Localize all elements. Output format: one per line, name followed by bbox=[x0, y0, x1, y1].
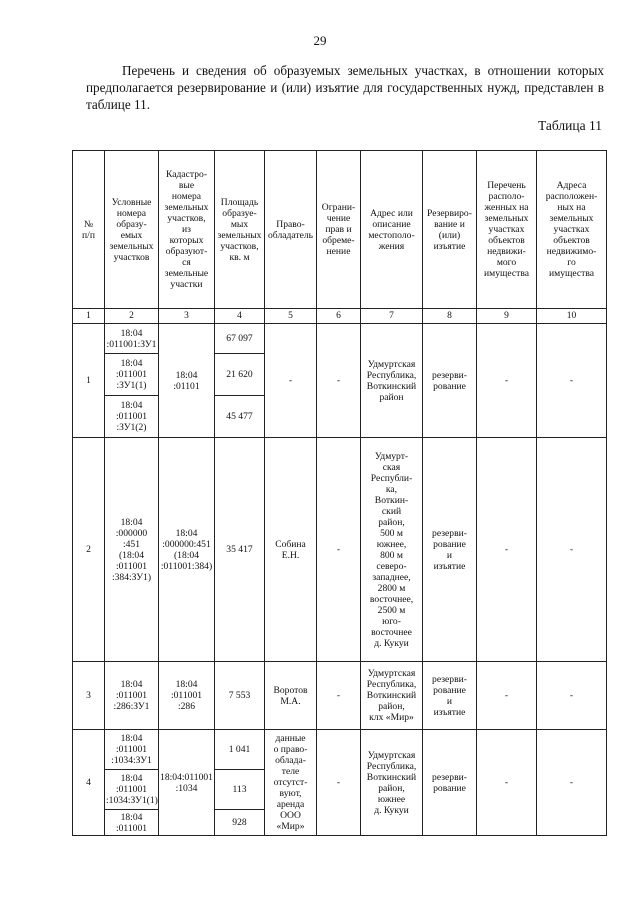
plot-code: 18:04 :011001 :ЗУ1(1) bbox=[105, 354, 159, 396]
plot-area: 7 553 bbox=[215, 662, 265, 730]
plot-area: 21 620 bbox=[215, 354, 265, 396]
cadastral-number: 18:04 :000000:451 (18:04 :011001:384) bbox=[159, 438, 215, 662]
address: Удмуртская Республика, Воткинский район bbox=[361, 324, 423, 438]
restriction: - bbox=[317, 730, 361, 836]
header-cell-code: Условные номера образу- емых земельных участков bbox=[105, 151, 159, 309]
table-row bbox=[73, 730, 607, 770]
column-number: 9 bbox=[477, 309, 537, 324]
plot-code: 18:04 :011001 :1034:ЗУ1 bbox=[105, 730, 159, 770]
header-cell-objects-address: Адреса расположен- ных на земельных участках объектов недвижимо- го имущества bbox=[537, 151, 607, 309]
plot-code: 18:04 :011001 :286:ЗУ1 bbox=[105, 662, 159, 730]
restriction: - bbox=[317, 438, 361, 662]
table-caption: Таблица 11 bbox=[538, 118, 602, 133]
column-number: 1 bbox=[73, 309, 105, 324]
column-number-row bbox=[73, 309, 607, 324]
plot-area: 1 041 bbox=[215, 730, 265, 770]
column-number: 7 bbox=[361, 309, 423, 324]
objects-address: - bbox=[537, 662, 607, 730]
owner: - bbox=[265, 324, 317, 438]
address: Удмурт- ская Республи- ка, Воткин- ский район, 500 м южнее, 800 м северо- западнее, 2800 м восточнее, 2500 м юго- восточнее д. Кукуи bbox=[361, 438, 423, 662]
row-number: 2 bbox=[73, 438, 105, 662]
restriction: - bbox=[317, 662, 361, 730]
plot-area: 45 477 bbox=[215, 396, 265, 438]
table-row bbox=[73, 438, 607, 662]
column-number: 5 bbox=[265, 309, 317, 324]
header-cell-cadastral: Кадастро- вые номера земельных участков, из которых образуют- ся земельные участки bbox=[159, 151, 215, 309]
objects-address: - bbox=[537, 730, 607, 836]
column-number: 2 bbox=[105, 309, 159, 324]
plot-area: 928 bbox=[215, 810, 265, 836]
plot-area: 113 bbox=[215, 770, 265, 810]
row-number: 4 bbox=[73, 730, 105, 836]
plot-area: 67 097 bbox=[215, 324, 265, 354]
plot-area: 35 417 bbox=[215, 438, 265, 662]
row-number: 3 bbox=[73, 662, 105, 730]
address: Удмуртская Республика, Воткинский район, южнее д. Кукуи bbox=[361, 730, 423, 836]
header-row bbox=[73, 151, 607, 309]
row-number: 1 bbox=[73, 324, 105, 438]
table-row bbox=[73, 662, 607, 730]
owner: данные о право- облада- теле отсутст- вуют, аренда ООО «Мир» bbox=[265, 730, 317, 836]
column-number: 3 bbox=[159, 309, 215, 324]
reservation: резерви- рование bbox=[423, 730, 477, 836]
reservation: резерви- рование bbox=[423, 324, 477, 438]
owner: Собина Е.Н. bbox=[265, 438, 317, 662]
column-number: 10 bbox=[537, 309, 607, 324]
plot-code: 18:04 :011001 :1034:ЗУ1(1) bbox=[105, 770, 159, 810]
restriction: - bbox=[317, 324, 361, 438]
page-number: 29 bbox=[313, 33, 327, 48]
plot-code: 18:04 :011001 bbox=[105, 810, 159, 836]
column-number: 6 bbox=[317, 309, 361, 324]
objects: - bbox=[477, 324, 537, 438]
header-cell-objects: Перечень располо- женных на земельных участках объектов недвижи- мого имущества bbox=[477, 151, 537, 309]
objects-address: - bbox=[537, 438, 607, 662]
table-row bbox=[73, 324, 607, 354]
objects-address: - bbox=[537, 324, 607, 438]
cadastral-number: 18:04 :01101 bbox=[159, 324, 215, 438]
header-cell-owner: Право- обладатель bbox=[265, 151, 317, 309]
header-cell-restriction: Ограни- чение прав и обреме- нение bbox=[317, 151, 361, 309]
objects: - bbox=[477, 730, 537, 836]
column-number: 8 bbox=[423, 309, 477, 324]
reservation: резерви- рование и изъятие bbox=[423, 662, 477, 730]
cadastral-number: 18:04:011001 :1034 bbox=[159, 730, 215, 836]
address: Удмуртская Республика, Воткинский район, клх «Мир» bbox=[361, 662, 423, 730]
intro-paragraph: Перечень и сведения об образуемых земельных участках, в отношении которых предполагается резервирование и (или) изъятие для государственных нужд, представлен в таблице 11. bbox=[86, 63, 604, 112]
objects: - bbox=[477, 662, 537, 730]
header-cell-num: № п/п bbox=[73, 151, 105, 309]
plot-code: 18:04 :011001:ЗУ1 bbox=[105, 324, 159, 354]
reservation: резерви- рование и изъятие bbox=[423, 438, 477, 662]
land-plots-table bbox=[72, 150, 607, 836]
cadastral-number: 18:04 :011001 :286 bbox=[159, 662, 215, 730]
plot-code: 18:04 :011001 :ЗУ1(2) bbox=[105, 396, 159, 438]
plot-code: 18:04 :000000 :451 (18:04 :011001 :384:ЗУ1) bbox=[105, 438, 159, 662]
header-cell-reservation: Резервиро- вание и (или) изъятие bbox=[423, 151, 477, 309]
column-number: 4 bbox=[215, 309, 265, 324]
owner: Воротов М.А. bbox=[265, 662, 317, 730]
objects: - bbox=[477, 438, 537, 662]
header-cell-area: Площадь образуе- мых земельных участков, кв. м bbox=[215, 151, 265, 309]
header-cell-address: Адрес или описание местополо- жения bbox=[361, 151, 423, 309]
